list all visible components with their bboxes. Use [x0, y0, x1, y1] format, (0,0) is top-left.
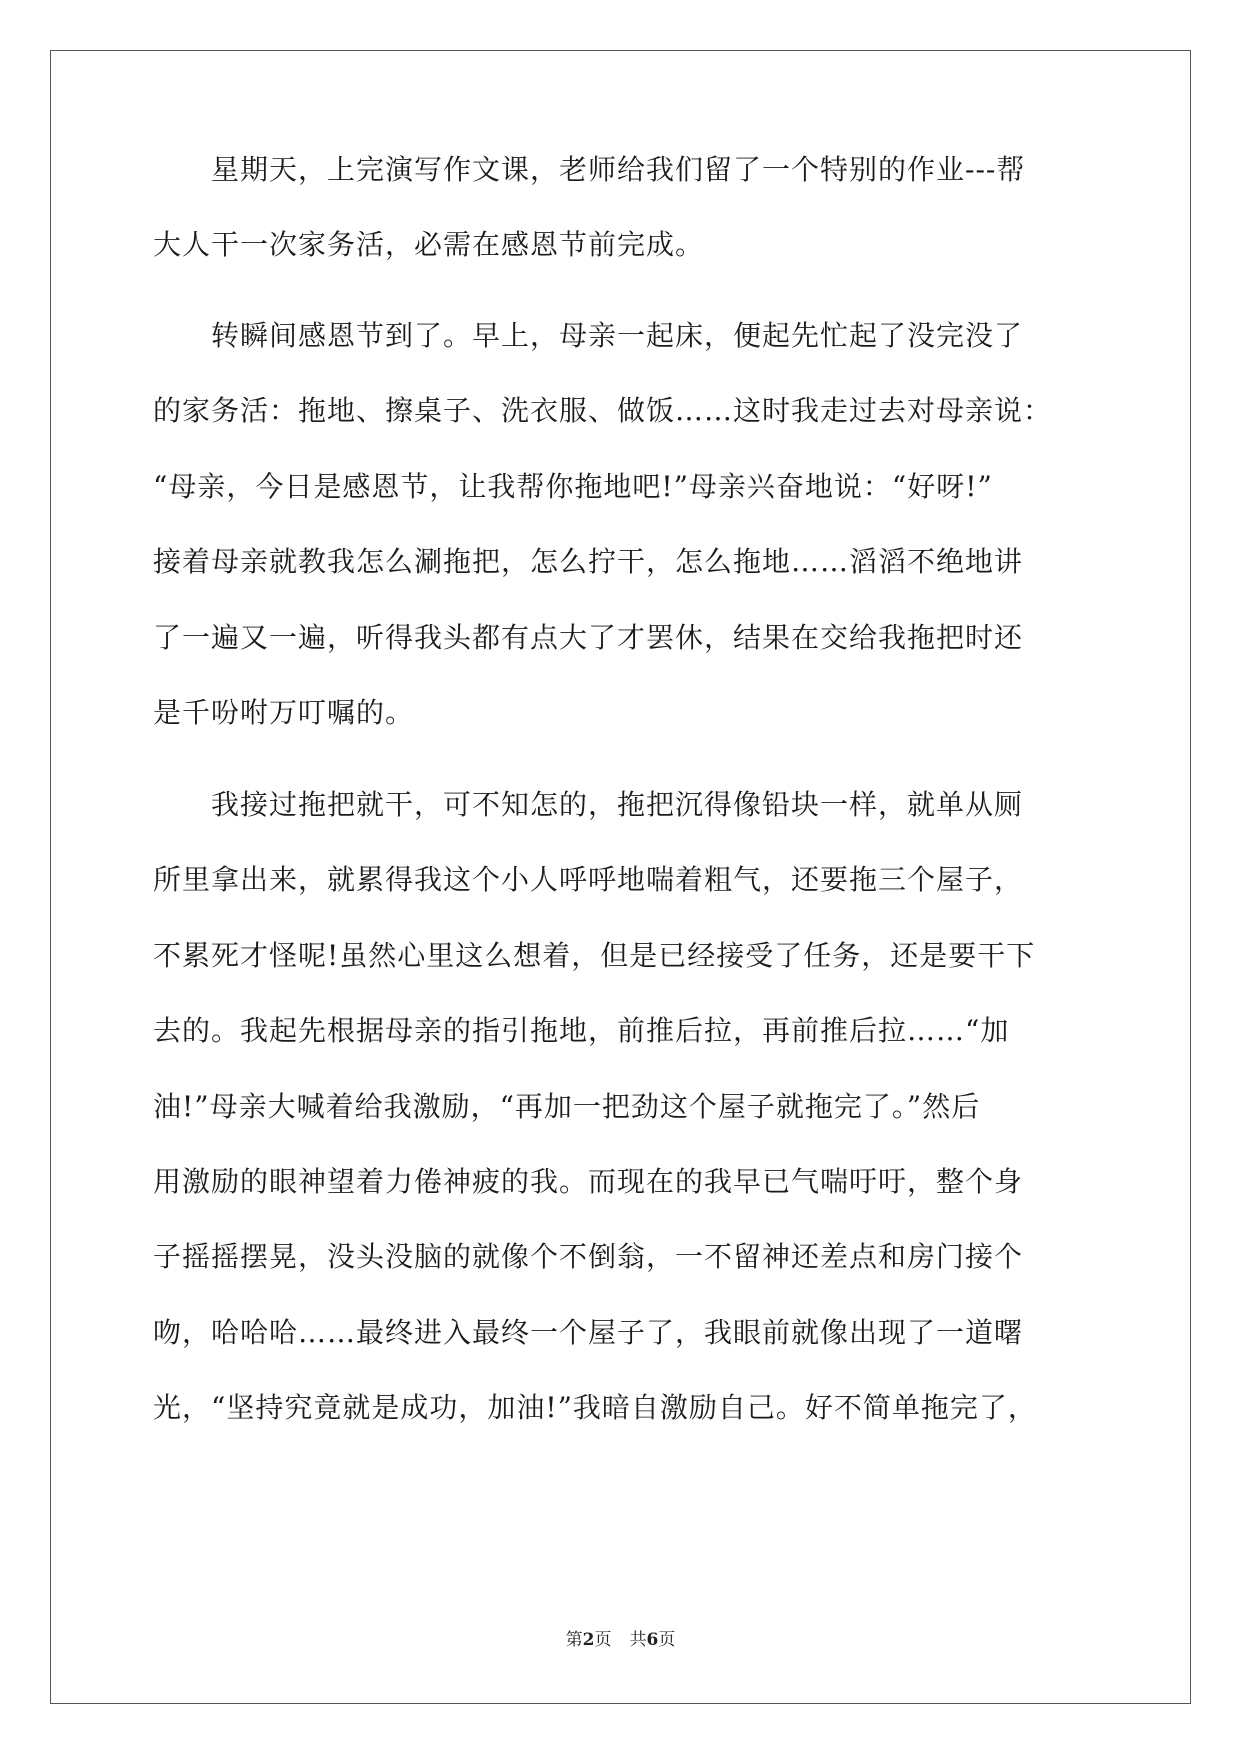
text-line: 吻，哈哈哈……最终进入最终一个屋子了，我眼前就像出现了一道曙 [153, 1316, 1024, 1349]
text-line: 是千吩咐万叮嘱的。 [153, 696, 415, 729]
text-line: 光，“坚持究竟就是成功，加油!”我暗自激励自己。好不简单拖完了， [153, 1391, 1037, 1424]
page-number: 2 [582, 1630, 595, 1650]
text-line: 所里拿出来，就累得我这个小人呼呼地喘着粗气，还要拖三个屋子， [153, 863, 1024, 896]
text-line: 了一遍又一遍，听得我头都有点大了才罢休，结果在交给我拖把时还 [153, 621, 1024, 654]
text-line: 用激励的眼神望着力倦神疲的我。而现在的我早已气喘吁吁，整个身 [153, 1165, 1024, 1198]
text-line: 子摇摇摆晃，没头没脑的就像个不倒翁，一不留神还差点和房门接个 [153, 1240, 1024, 1273]
text-line: 我接过拖把就干，可不知怎的，拖把沉得像铅块一样，就单从厕 [153, 788, 1024, 821]
text-line: 转瞬间感恩节到了。早上，母亲一起床，便起先忙起了没完没了 [153, 319, 1024, 352]
text-line: 的家务活：拖地、擦桌子、洗衣服、做饭……这时我走过去对母亲说： [153, 394, 1053, 427]
page-footer [0, 1629, 1241, 1651]
text-line: 去的。我起先根据母亲的指引拖地，前推后拉，再前推后拉……“加 [153, 1014, 1010, 1047]
text-line: 接着母亲就教我怎么涮拖把，怎么拧干，怎么拖地……滔滔不绝地讲 [153, 545, 1024, 578]
text-line: 星期天，上完演写作文课，老师给我们留了一个特别的作业---帮 [153, 153, 1026, 186]
total-pages: 6 [646, 1630, 659, 1650]
text-line: “母亲，今日是感恩节，让我帮你拖地吧!”母亲兴奋地说：“好呀!” [153, 470, 993, 503]
page-prefix: 第 [565, 1630, 583, 1650]
text-line: 不累死才怪呢!虽然心里这么想着，但是已经接受了任务，还是要干下 [153, 939, 1036, 972]
total-prefix: 共 [629, 1630, 647, 1650]
page-suffix: 页 [594, 1630, 612, 1650]
total-suffix: 页 [658, 1630, 676, 1650]
text-line: 大人干一次家务活，必需在感恩节前完成。 [153, 228, 705, 261]
text-line: 油!”母亲大喊着给我激励，“再加一把劲这个屋子就拖完了。”然后 [153, 1090, 981, 1123]
